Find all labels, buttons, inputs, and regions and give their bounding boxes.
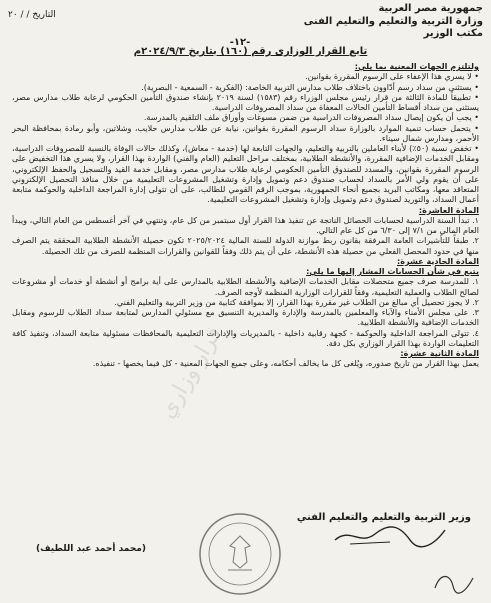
clause: • تخفض نسبة (٥٠٪) لأبناء العاملين بالتربية والتعليم، والجهات التابعة لها (خدمة - معاش)، وكذلك حالات الوفاة بالنسبة للمصروفات الدراسية، ومقابل الخدمات الإضافية المقررة، والأنشطة الطلابية، بمختلف مراحل التعليم (العام والفني) الواردة بهذا القرار، ولا يسري هذا التخفيض على الرسوم المقررة بقوانين، والمسدد للصندوق التأمين الحكومي لرعاية طلاب مدارس مصر، ومقابل خدمة القيد والتسجيل والحفظ الإلكتروني، على أن يقوم ولي الأمر بالسداد لحساب صندوق دعم وتمويل وإدارة وتشغيل المشروعات التعليمية من خلال منافذ التحصيل الإلكتروني المتعاقد معها، ومكاتب البريد بجميع أنحاء الجمهورية، بموجب الرقم القومي للطالب، على أن تتولى إدارة المراجعة الداخلية والحوكمة متابعة أعمال السداد، والتوريد لصندوق دعم وتمويل وإدارة وتشغيل المشروعات التعليمية. <box>12 144 480 205</box>
section-heading: ولتلتزم الجهات المعنية بما يلي: <box>354 62 479 71</box>
clause: ٣. على مجلس الأمناء والآباء والمعلمين بالمدرسة والإدارة والمديرية التنسيق مع مسئولي المدارس لمتابعة سداد الطلاب للرسوم ومقابل الخدمات الإضافية والأنشطة الطلابية. <box>12 308 479 328</box>
clause: • لا يسري هذا الإعفاء على الرسوم المقررة بقوانين. <box>305 72 479 82</box>
minister-title: وزير التربية والتعليم والتعليم الفني <box>296 512 471 523</box>
clause: يعمل بهذا القرار من تاريخ صدوره، ويُلغى كل ما يخالف أحكامه، وعلى جميع الجهات المعنية - كل فيما يخصها - تنفيذه. <box>92 359 479 369</box>
minister-name: (محمد أحمد عبد اللطيف) <box>35 544 146 554</box>
clause: • يستثنى من سداد رسم أدّاوون باختلاف طلاب مدارس التربية الخاصة: (الفكرية - السمعية - البصرية). <box>141 82 479 92</box>
clause: • تطبيقاً للمادة الثالثة من قرار رئيس مجلس الوزراء رقم (١٥٨٣) لسنة ٢٠١٩ بإنشاء صندوق التأمين الحكومي لرعاية طلاب مدارس مصر، يستثنى من سداد أقساط التأمين الحالات المعفاة من سداد المصروفات الدراسية. <box>12 92 479 112</box>
clause: ٢. طبقاً للتأشيرات العامة المرفقة بقانون ربط موازنة الدولة للسنة المالية ٢٠٢٥/٢٠٢٤ تكون حصيلة الأنشطة الطلابية المحققة يتم الصرف منها في حدود المحصل الفعلي من حصيلة هذه الأنشطة، على أن يتم ذلك وفقاً للقوانين والقرارات المنظمة للصرف من تلك الحصيلة. <box>12 236 479 256</box>
clause: ٤. تتولى المراجعة الداخلية والحوكمة - كجهة رقابية داخلية - بالمديريات والإدارات التعليمية بالمحافظات مسئولية متابعة السداد، وتنفيذ كافة التعليمات الواردة بهذا القرار الوزاري بكل دقة. <box>12 328 479 348</box>
handwritten-signature <box>330 522 450 550</box>
date-field: التاريخ / / ٢٠ <box>8 10 56 20</box>
country-name: جمهورية مصر العربية <box>378 3 483 14</box>
letterhead <box>303 3 483 41</box>
article-heading: المادة الحادية عشرة: <box>397 256 479 266</box>
article-heading: المادة الثانية عشرة: <box>400 349 479 358</box>
initials-mark <box>425 568 480 598</box>
office-name: مكتب الوزير <box>423 28 483 39</box>
decree-title: تابع القرار الوزارى رقم (١٦٠) بتاريخ ٢٠٢٤/٩/٣م <box>133 46 368 57</box>
page-number: -١٢- <box>229 37 251 48</box>
clause: ٢. لا يجوز تحصيل أي مبالغ من الطلاب غير مقررة بهذا القرار، إلا بموافقة كتابية من وزير التربية والتعليم الفني. <box>114 297 479 307</box>
clause: ١. تبدأ السنة الدراسية لحسابات الحصائل الناتجة عن تنفيذ هذا القرار أول سبتمبر من كل عام، وتنتهي في آخر أغسطس من العام التالي، ويبدأ العام المالي من ٧/١ إلى ٦/٣٠ من كل عام التالي. <box>12 215 479 235</box>
ministry-seal-stamp <box>195 510 285 598</box>
clause: ١. للمدرسة صرف جميع متحصلات مقابل الخدمات الإضافية والأنشطة الطلابية بالمدارس على أية برامج أو أنشطة أو خدمات أو مشروعات لصالح الطلاب والعملية التعليمية، وفقاً للقرارات الوزارية المنظمة لأوجه الصرف. <box>12 277 479 297</box>
watermark: قرار وزاري <box>154 322 228 423</box>
ministry-name: وزارة التربية والتعليم والتعليم الفنى <box>303 15 483 27</box>
clause: • يتحمل حساب تنمية الموارد بالوزارة سداد الرسوم المقررة بقوانين، نيابة عن طلاب مدارس حلايب، وشلاتين، وأبو رمادة بمحافظة البحر الأحمر، ومدارس شمال سيناء. <box>12 123 479 143</box>
section-heading: يتبع في شأن الحسابات المشار إليها ما يلي: <box>306 267 479 276</box>
article-heading: المادة العاشرة: <box>418 205 479 215</box>
clause: • يجب أن يكون إيصال سداد المصروفات الدراسية من ضمن مسوغات وأوراق ملف التلقيم بالمدرسة. <box>143 113 479 123</box>
decree-body <box>12 62 479 370</box>
